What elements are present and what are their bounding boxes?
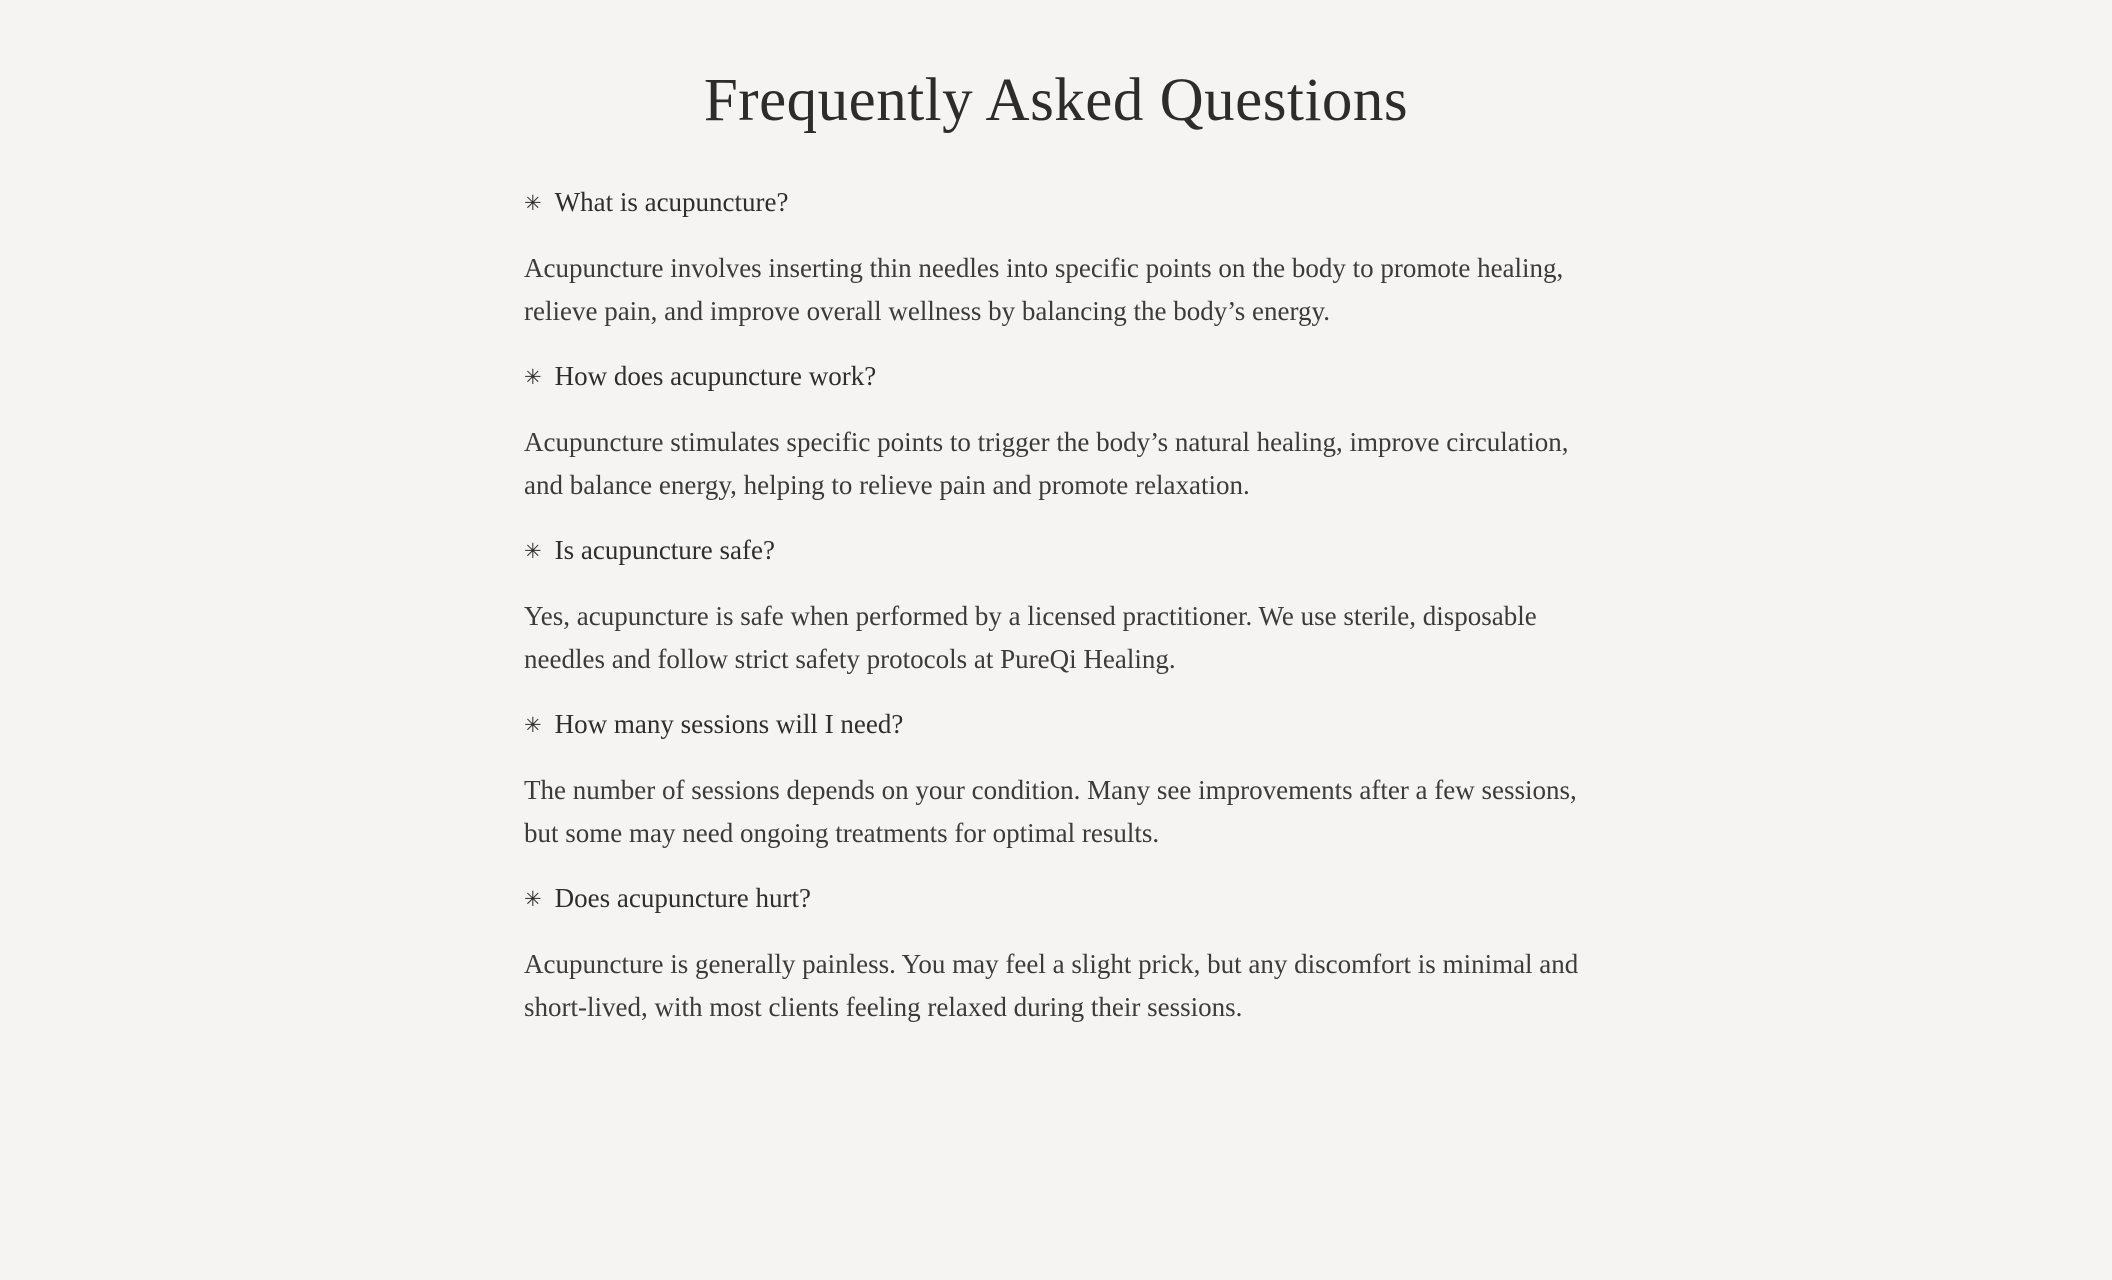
faq-answer: Acupuncture stimulates specific points to trigger the body’s natural healing, improve circulation, and balance energy, helping to relieve pain and promote relaxation.: [524, 427, 1569, 501]
faq-content-column: [524, 0, 1588, 1029]
faq-question: [524, 181, 1588, 226]
faq-question-text: Does acupuncture hurt?: [554, 883, 812, 914]
faq-list: [524, 181, 1588, 1029]
faq-item: [524, 355, 1588, 507]
faq-question: [524, 703, 1588, 748]
asterisk-star-icon: ✳: [524, 713, 542, 738]
faq-question-text: What is acupuncture?: [554, 187, 789, 218]
faq-item: [524, 529, 1588, 681]
faq-question-text: How many sessions will I need?: [554, 709, 904, 740]
faq-question-text: Is acupuncture safe?: [554, 535, 775, 566]
faq-question-text: How does acupuncture work?: [554, 361, 877, 392]
asterisk-star-icon: ✳: [524, 539, 542, 564]
faq-answer: Yes, acupuncture is safe when performed by a licensed practitioner. We use sterile, disposable needles and follow strict safety protocols at PureQi Healing.: [524, 601, 1537, 675]
asterisk-star-icon: ✳: [524, 365, 542, 390]
faq-item: [524, 703, 1588, 855]
faq-item: [524, 181, 1588, 333]
faq-answer: Acupuncture is generally painless. You may feel a slight prick, but any discomfort is minimal and short-lived, with most clients feeling relaxed during their sessions.: [524, 949, 1579, 1023]
asterisk-star-icon: ✳: [524, 191, 542, 216]
faq-question: [524, 355, 1588, 400]
page-title: Frequently Asked Questions: [703, 67, 1409, 134]
asterisk-star-icon: ✳: [524, 887, 542, 912]
faq-answer: Acupuncture involves inserting thin needles into specific points on the body to promote healing, relieve pain, and improve overall wellness by balancing the body’s energy.: [524, 253, 1564, 327]
faq-item: [524, 877, 1588, 1029]
faq-question: [524, 529, 1588, 574]
faq-question: [524, 877, 1588, 922]
faq-answer: The number of sessions depends on your condition. Many see improvements after a few sessions, but some may need ongoing treatments for optimal results.: [524, 775, 1577, 849]
